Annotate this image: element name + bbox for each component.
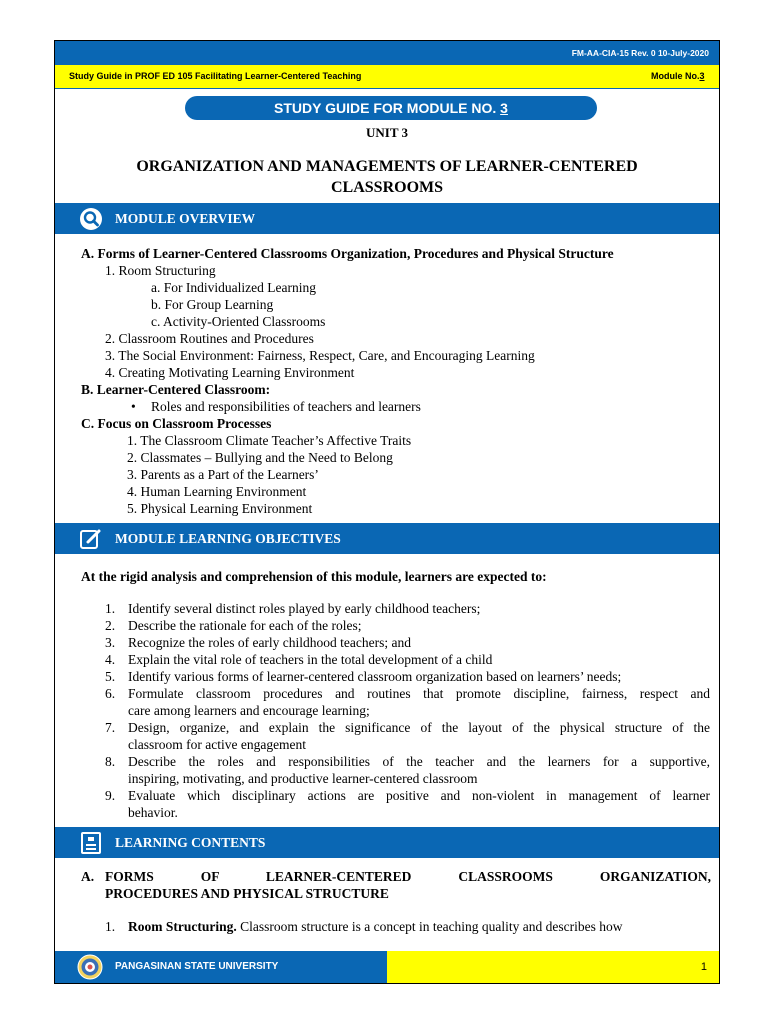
- list-number: 6.: [105, 686, 116, 701]
- guide-title-bar: [55, 65, 719, 89]
- objective-6-cont: care among learners and encourage learning;: [128, 703, 370, 718]
- overview-a1a: a. For Individualized Learning: [151, 280, 316, 295]
- page-number: 1: [700, 961, 707, 973]
- page-title: ORGANIZATION AND MANAGEMENTS OF LEARNER-CENTERED CLASSROOMS: [136, 158, 638, 196]
- overview-a1: 1. Room Structuring: [105, 263, 216, 278]
- list-number: 8.: [105, 754, 116, 769]
- form-code: FM-AA-CIA-15 Rev. 0 10-July-2020: [571, 48, 709, 58]
- section-title: MODULE LEARNING OBJECTIVES: [115, 531, 341, 546]
- edit-icon: [79, 527, 103, 551]
- room-structuring-paragraph: Room Structuring. Classroom structure is a concept in teaching quality and describes how: [128, 919, 623, 934]
- document-icon: [79, 831, 103, 855]
- overview-a1c: c. Activity-Oriented Classrooms: [151, 314, 326, 329]
- overview-c5: 5. Physical Learning Environment: [127, 501, 313, 516]
- list-number: 2.: [105, 618, 116, 633]
- module-overview-header: [55, 203, 719, 234]
- overview-a2: 2. Classroom Routines and Procedures: [105, 331, 314, 346]
- overview-a4: 4. Creating Motivating Learning Environment: [105, 365, 355, 380]
- contents-a-line1: FORMS OF LEARNER-CENTERED CLASSROOMS ORGANIZATION,: [105, 869, 711, 884]
- guide-title: Study Guide in PROF ED 105 Facilitating Learner-Centered Teaching: [69, 71, 362, 81]
- objective-3: Recognize the roles of early childhood teachers; and: [128, 635, 412, 650]
- objective-8: Describe the roles and responsibilities of the teacher and the learners for a supportive,: [128, 754, 710, 769]
- list-number: 9.: [105, 788, 116, 803]
- learning-objectives-header: [55, 523, 719, 554]
- objective-9: Evaluate which disciplinary actions are positive and non-violent in management of learner: [128, 788, 710, 803]
- module-number: Module No.3: [651, 71, 705, 81]
- overview-b-bullet: Roles and responsibilities of teachers and learners: [151, 399, 421, 414]
- overview-a: A. Forms of Learner-Centered Classrooms Organization, Procedures and Physical Structure: [81, 246, 614, 261]
- list-number: 5.: [105, 669, 116, 684]
- list-number: 7.: [105, 720, 116, 735]
- overview-c: C. Focus on Classroom Processes: [81, 416, 272, 431]
- objective-1: Identify several distinct roles played by early childhood teachers;: [128, 601, 481, 616]
- overview-c2: 2. Classmates – Bullying and the Need to Belong: [127, 450, 393, 465]
- objectives-intro: At the rigid analysis and comprehension of this module, learners are expected to:: [81, 569, 547, 584]
- overview-b: B. Learner-Centered Classroom:: [81, 382, 271, 397]
- page-frame: [54, 40, 720, 984]
- list-number: 1.: [105, 919, 116, 934]
- objective-9-cont: behavior.: [128, 805, 178, 820]
- university-seal-icon: [77, 954, 103, 980]
- search-icon: [79, 207, 103, 231]
- university-name: PANGASINAN STATE UNIVERSITY: [115, 961, 279, 972]
- learning-contents-header: [55, 827, 719, 858]
- objective-7: Design, organize, and explain the significance of the layout of the physical structure of the: [128, 720, 710, 735]
- overview-c1: 1. The Classroom Climate Teacher’s Affective Traits: [127, 433, 412, 448]
- bullet-icon: •: [131, 399, 136, 414]
- objective-6: Formulate classroom procedures and routines that promote discipline, fairness, respect and: [128, 686, 710, 701]
- objective-5: Identify various forms of learner-centered classroom organization based on learners’ needs;: [128, 669, 622, 684]
- objective-7-cont: classroom for active engagement: [128, 737, 307, 752]
- footer-university-bar: [55, 951, 387, 983]
- objective-4: Explain the vital role of teachers in the total development of a child: [128, 652, 493, 667]
- overview-a1b: b. For Group Learning: [151, 297, 274, 312]
- list-number: 1.: [105, 601, 116, 616]
- list-number: 4.: [105, 652, 116, 667]
- overview-c3: 3. Parents as a Part of the Learners’: [127, 467, 319, 482]
- list-letter: A.: [81, 869, 95, 884]
- overview-a3: 3. The Social Environment: Fairness, Respect, Care, and Encouraging Learning: [105, 348, 535, 363]
- overview-c4: 4. Human Learning Environment: [127, 484, 307, 499]
- top-header-bar: [55, 41, 719, 65]
- unit-label: UNIT 3: [365, 125, 409, 140]
- list-number: 3.: [105, 635, 116, 650]
- study-guide-banner: STUDY GUIDE FOR MODULE NO. 3: [185, 96, 597, 120]
- objective-8-cont: inspiring, motivating, and productive learner-centered classroom: [128, 771, 478, 786]
- footer-page-bar: [387, 951, 719, 983]
- section-title: MODULE OVERVIEW: [115, 211, 256, 226]
- contents-a-line2: PROCEDURES AND PHYSICAL STRUCTURE: [105, 886, 389, 901]
- objective-2: Describe the rationale for each of the roles;: [128, 618, 362, 633]
- section-title: LEARNING CONTENTS: [115, 835, 266, 850]
